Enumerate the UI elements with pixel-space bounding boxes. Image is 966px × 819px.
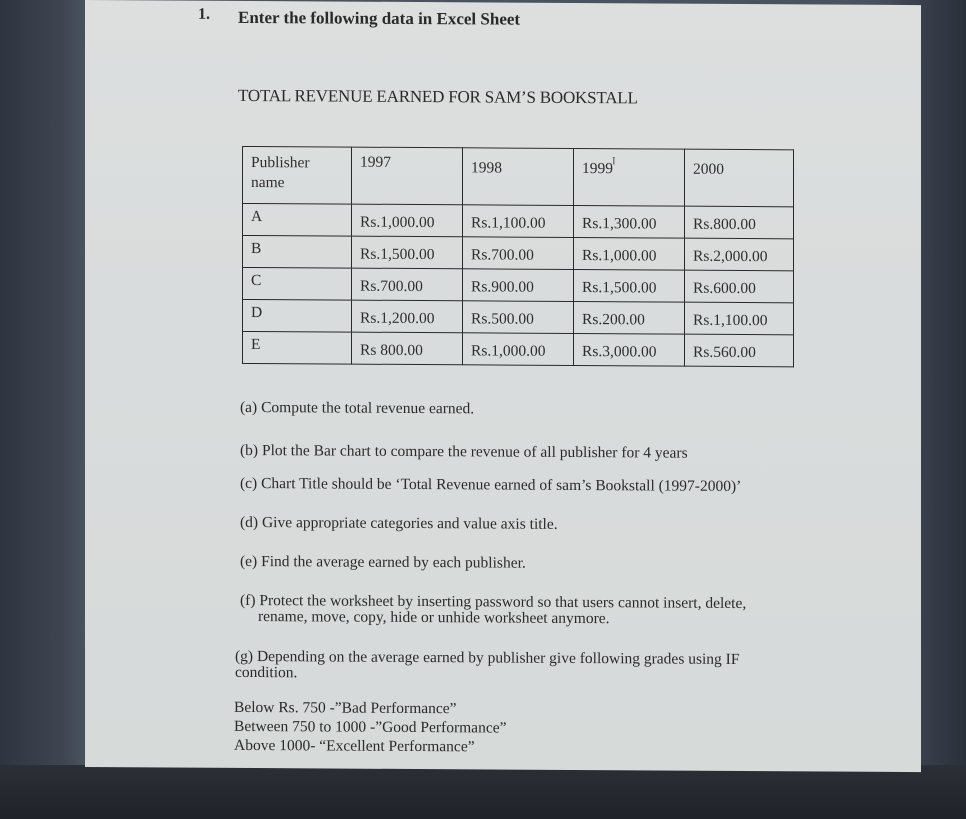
grade-bad: Below Rs. 750 -”Bad Performance”: [234, 698, 457, 718]
cell-value: Rs.1,500.00: [360, 245, 435, 264]
cell-2000: [685, 206, 794, 239]
header-1998-label: 1998: [471, 159, 502, 177]
table-row: [243, 299, 794, 334]
cell-1999: [574, 333, 685, 366]
cell-1999: [574, 301, 685, 334]
cell-1998: [463, 237, 574, 270]
revenue-table: [242, 146, 794, 367]
cell-value: Rs.1,000.00: [360, 213, 435, 232]
cell-publisher: E: [243, 331, 352, 364]
document-heading: TOTAL REVENUE EARNED FOR SAM’S BOOKSTALL: [238, 85, 638, 108]
cell-value: Rs.1,000.00: [582, 247, 657, 265]
grade-excellent: Above 1000- “Excellent Performance”: [234, 736, 475, 756]
table-row: [243, 267, 794, 302]
task-d: (d) Give appropriate categories and value axis title.: [240, 513, 558, 533]
cell-2000: [685, 302, 794, 335]
cell-value: Rs.1,200.00: [360, 309, 435, 328]
cell-1997: [352, 204, 463, 237]
cell-value: Rs.900.00: [471, 278, 534, 296]
task-a: (a) Compute the total revenue earned.: [240, 398, 475, 418]
cell-value: Rs.800.00: [693, 215, 756, 234]
header-1999-label: 1999: [582, 160, 613, 178]
cell-value: Rs.1,300.00: [582, 215, 657, 233]
cell-value: Rs.560.00: [693, 343, 756, 362]
task-f: [240, 593, 780, 628]
header-2000: [685, 149, 794, 207]
cell-publisher: D: [243, 299, 352, 332]
cell-value: Rs.600.00: [693, 279, 756, 298]
cell-1997: [352, 332, 463, 365]
cell-1997: [352, 268, 463, 301]
task-b: (b) Plot the Bar chart to compare the revenue of all publisher for 4 years: [240, 441, 688, 462]
cell-1998: [463, 333, 574, 366]
table-header-row: [243, 146, 794, 206]
cell-1998: [463, 205, 574, 238]
cell-1997: [352, 236, 463, 269]
cell-publisher: A: [243, 203, 352, 236]
table-row: [243, 203, 794, 238]
cell-value: Rs.200.00: [582, 311, 645, 329]
grade-criteria: [234, 698, 506, 757]
cell-value: Rs.1,100.00: [693, 311, 768, 330]
cell-1999: [574, 269, 685, 302]
header-publisher: [243, 146, 352, 204]
cell-1999: [574, 205, 685, 238]
task-c: (c) Chart Title should be ‘Total Revenue earned of sam’s Bookstall (1997-2000)’: [240, 474, 742, 496]
table-row: [243, 331, 794, 366]
cell-value: Rs.1,000.00: [471, 342, 546, 360]
cell-publisher: B: [243, 235, 352, 268]
cell-2000: [685, 238, 794, 271]
header-1998: [463, 148, 574, 206]
cell-value: Rs.2,000.00: [693, 247, 768, 266]
cell-1999: [574, 237, 685, 270]
task-list: [235, 398, 795, 682]
header-2000-label: 2000: [693, 160, 724, 178]
cell-2000: [685, 270, 794, 303]
header-1997: [352, 147, 463, 205]
cell-2000: [685, 334, 794, 367]
question-number: 1.: [198, 5, 210, 23]
table-row: [243, 235, 794, 270]
task-f-line2: rename, move, copy, hide or unhide worksheet anymore.: [258, 608, 610, 628]
task-g-line2: condition.: [235, 663, 298, 682]
cell-1997: [352, 300, 463, 333]
cell-value: Rs.500.00: [471, 310, 534, 328]
cell-value: Rs 800.00: [360, 341, 423, 360]
grade-good: Between 750 to 1000 -”Good Performance”: [234, 717, 507, 737]
text-cursor-icon: I: [612, 155, 616, 168]
task-g-line1: (g) Depending on the average earned by publisher give following grades using IF: [235, 647, 740, 668]
task-g: [235, 649, 775, 684]
header-1997-label: 1997: [360, 153, 391, 171]
task-e: (e) Find the average earned by each publisher.: [240, 552, 526, 572]
cell-value: Rs.1,500.00: [582, 279, 657, 297]
desk-background: [0, 765, 966, 819]
document-page: [85, 0, 921, 772]
task-f-line1: (f) Protect the worksheet by inserting password so that users cannot insert, delete,: [240, 591, 747, 613]
cell-1998: [463, 269, 574, 302]
cell-1998: [463, 301, 574, 334]
question-title: Enter the following data in Excel Sheet: [238, 7, 521, 29]
cell-publisher: C: [243, 267, 352, 300]
header-publisher-line2: name: [251, 174, 285, 192]
header-1999: [574, 148, 685, 206]
cell-value: Rs.1,100.00: [471, 214, 546, 232]
cell-value: Rs.700.00: [471, 246, 534, 264]
cell-value: Rs.700.00: [360, 277, 423, 296]
cell-value: Rs.3,000.00: [582, 343, 657, 361]
header-publisher-line1: Publisher: [251, 154, 310, 172]
